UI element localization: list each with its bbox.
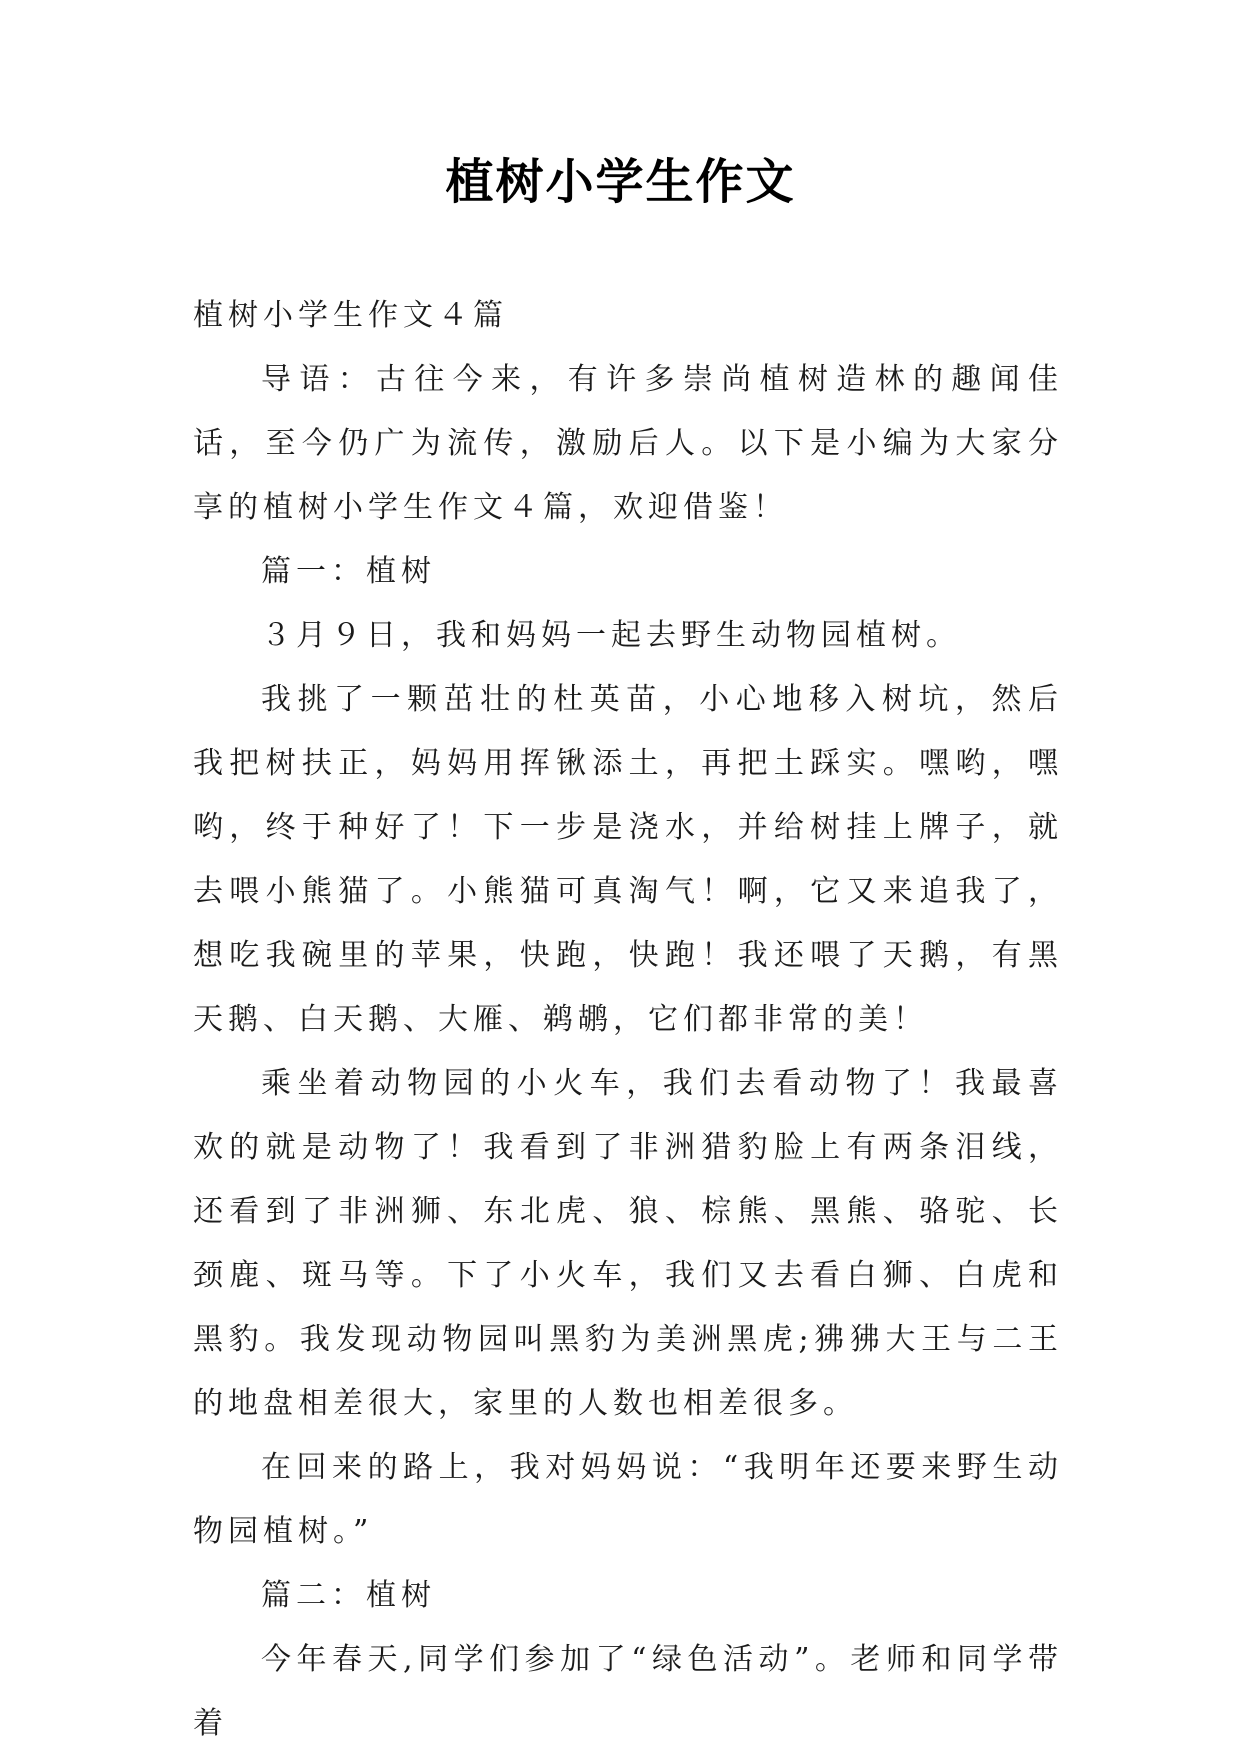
- document-body: [193, 284, 1063, 1756]
- document-title: 植树小学生作文: [445, 154, 796, 210]
- body-paragraph: 今年春天,同学们参加了“绿色活动”。老师和同学带着: [193, 1642, 1063, 1741]
- body-paragraph: 乘坐着动物园的小火车，我们去看动物了！我最喜欢的就是动物了！我看到了非洲猎豹脸上有两条泪线，还看到了非洲狮、东北虎、狼、棕熊、黑熊、骆驼、长颈鹿、斑马等。下了小火车，我们又去看白狮、白虎和黑豹。我发现动物园叫黑豹为美洲黑虎;狒狒大王与二王的地盘相差很大，家里的人数也相差很多。: [193, 1066, 1063, 1421]
- subtitle-paragraph: 植树小学生作文４篇: [193, 298, 508, 333]
- section-heading: 篇一：植树: [261, 554, 436, 589]
- body-paragraph: 我挑了一颗茁壮的杜英苗，小心地移入树坑，然后我把树扶正，妈妈用挥锹添土，再把土踩实。嘿哟，嘿哟，终于种好了！下一步是浇水，并给树挂上牌子，就去喂小熊猫了。小熊猫可真淘气！啊，它又来追我了，想吃我碗里的苹果，快跑，快跑！我还喂了天鹅，有黑天鹅、白天鹅、大雁、鹈鹕，它们都非常的美！: [193, 682, 1063, 1037]
- body-paragraph: 在回来的路上，我对妈妈说：“我明年还要来野生动物园植树。”: [193, 1450, 1063, 1549]
- intro-paragraph: 导语：古往今来，有许多崇尚植树造林的趣闻佳话，至今仍广为流传，激励后人。以下是小编为大家分享的植树小学生作文４篇，欢迎借鉴！: [193, 362, 1063, 525]
- section-heading: 篇二：植树: [261, 1578, 436, 1613]
- body-paragraph: ３月９日，我和妈妈一起去野生动物园植树。: [261, 618, 961, 653]
